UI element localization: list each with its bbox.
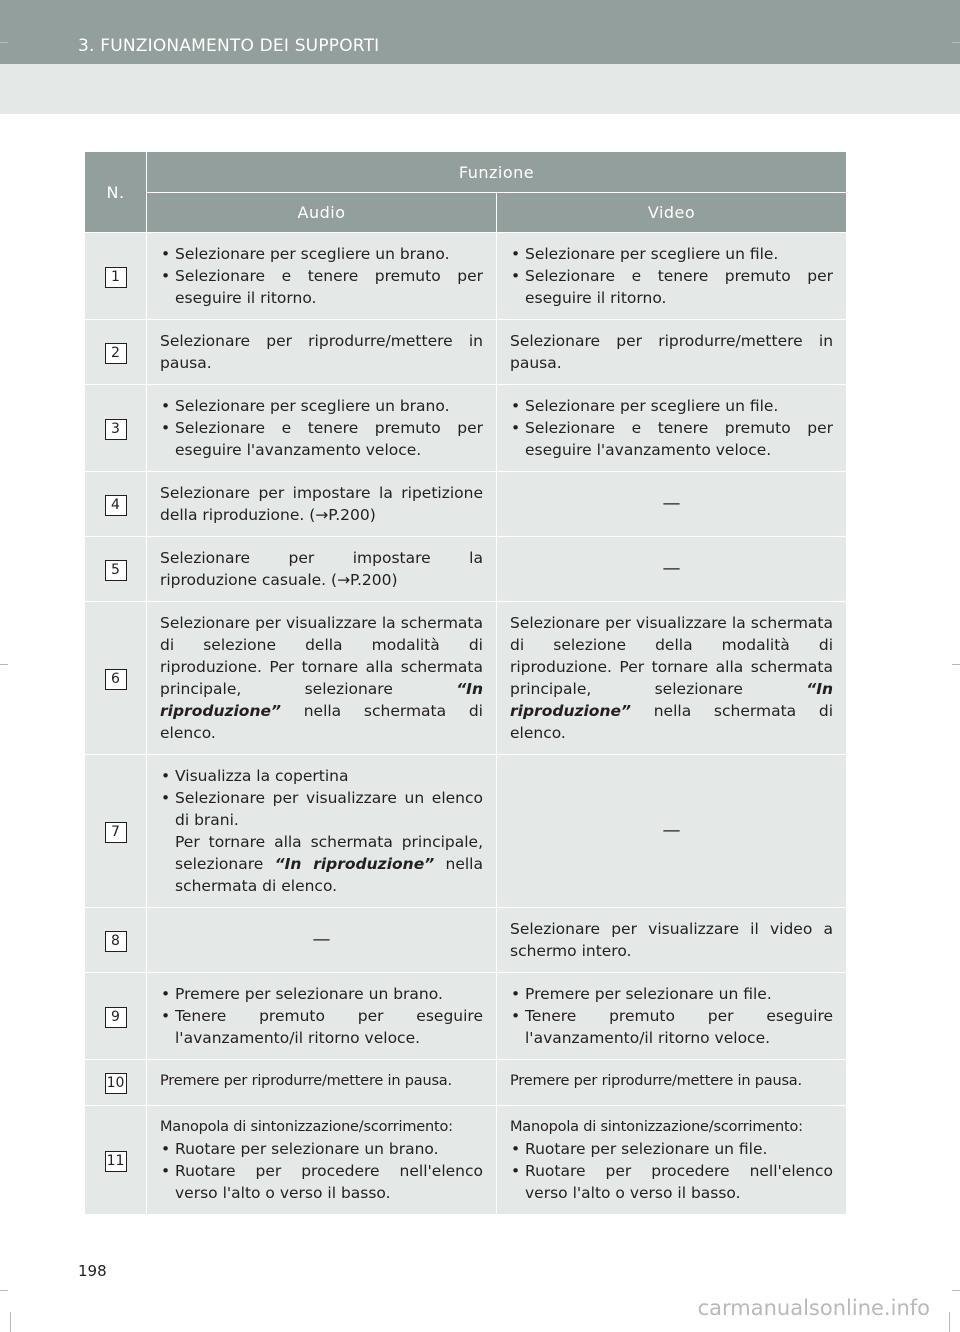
video-cell: Selezionare per visualizzare la schermata di selezione della modalità di riproduzione. Per tornare alla schermata principale, selezionare “In riproduzione” nella schermata di elenco. [497, 602, 847, 755]
number-badge: 5 [105, 560, 127, 581]
section-title: 3. FUNZIONAMENTO DEI SUPPORTI [78, 36, 380, 56]
header-band [0, 64, 960, 114]
video-cell [497, 973, 847, 1060]
audio-cell: Selezionare per impostare la ripetizione della riproduzione. (→P.200) [147, 472, 497, 537]
crop-mark [10, 1312, 11, 1332]
video-cell [497, 233, 847, 320]
watermark[interactable]: carmanualsonline.info [697, 1296, 930, 1320]
number-badge: 2 [105, 343, 127, 364]
header-video: Video [497, 193, 847, 233]
bullet-item: • Ruotare per procedere nell'elenco verso l'alto o verso il basso. [510, 1160, 833, 1204]
row-number [85, 1106, 147, 1215]
bullet-item: • Selezionare per scegliere un brano. [160, 243, 483, 265]
crop-mark [952, 1290, 960, 1291]
crop-mark [0, 1290, 8, 1291]
crop-mark [952, 664, 960, 665]
audio-cell [147, 973, 497, 1060]
bullet-item: • Selezionare per visualizzare un elenco di brani. Per tornare alla schermata principale, selezionare “In riproduzione” nella schermata di elenco. [160, 787, 483, 897]
number-badge: 8 [105, 931, 127, 952]
bullet-item: • Selezionare e tenere premuto per eseguire il ritorno. [160, 265, 483, 309]
video-cell [497, 385, 847, 472]
header-function: Funzione [147, 152, 847, 193]
row-number [85, 537, 147, 602]
row-number [85, 755, 147, 908]
row-number [85, 233, 147, 320]
bullet-item: • Ruotare per procedere nell'elenco verso l'alto o verso il basso. [160, 1160, 483, 1204]
audio-cell [147, 233, 497, 320]
bullet-item: • Selezionare e tenere premuto per eseguire il ritorno. [510, 265, 833, 309]
audio-cell [147, 755, 497, 908]
table-row [85, 1106, 847, 1215]
table-row [85, 233, 847, 320]
audio-cell: Selezionare per impostare la riproduzione casuale. (→P.200) [147, 537, 497, 602]
crop-mark [949, 1312, 950, 1332]
number-badge: 11 [105, 1151, 127, 1172]
number-badge: 9 [105, 1007, 127, 1028]
number-badge: 4 [105, 495, 127, 516]
video-cell: Premere per riprodurre/mettere in pausa. [497, 1060, 847, 1106]
page-number: 198 [78, 1262, 107, 1280]
bullet-item: • Selezionare per scegliere un file. [510, 395, 833, 417]
table-row [85, 973, 847, 1060]
number-badge: 1 [105, 267, 127, 288]
bullet-item: • Selezionare per scegliere un file. [510, 243, 833, 265]
table-row [85, 602, 847, 755]
table-row [85, 385, 847, 472]
row-number [85, 472, 147, 537]
row-number [85, 1060, 147, 1106]
bullet-item: • Ruotare per selezionare un file. [510, 1138, 833, 1160]
table-row [85, 320, 847, 385]
bullet-item: • Premere per selezionare un brano. [160, 983, 483, 1005]
video-cell: — [497, 472, 847, 537]
number-badge: 6 [105, 669, 127, 690]
number-badge: 10 [105, 1073, 127, 1094]
video-cell: — [497, 755, 847, 908]
bullet-item: • Selezionare per scegliere un brano. [160, 395, 483, 417]
audio-cell: — [147, 908, 497, 973]
row-number [85, 908, 147, 973]
bullet-item: • Visualizza la copertina [160, 765, 483, 787]
table-row [85, 472, 847, 537]
row-number [85, 602, 147, 755]
crop-mark [0, 42, 8, 43]
cell-intro: Manopola di sintonizzazione/scorrimento: [160, 1119, 453, 1135]
number-badge: 7 [105, 822, 127, 843]
video-cell: — [497, 537, 847, 602]
table-row [85, 755, 847, 908]
audio-cell: Selezionare per visualizzare la schermata di selezione della modalità di riproduzione. Per tornare alla schermata principale, selezionare “In riproduzione” nella schermata di elenco. [147, 602, 497, 755]
audio-cell: Selezionare per riprodurre/mettere in pausa. [147, 320, 497, 385]
video-cell: Selezionare per riprodurre/mettere in pausa. [497, 320, 847, 385]
header-number: N. [85, 152, 147, 233]
audio-cell [147, 1106, 497, 1215]
table-row [85, 1060, 847, 1106]
audio-cell: Premere per riprodurre/mettere in pausa. [147, 1060, 497, 1106]
table-row [85, 537, 847, 602]
bullet-item: • Tenere premuto per eseguire l'avanzamento/il ritorno veloce. [160, 1005, 483, 1049]
video-cell: Selezionare per visualizzare il video a schermo intero. [497, 908, 847, 973]
cell-intro: Manopola di sintonizzazione/scorrimento: [510, 1119, 803, 1135]
crop-mark [0, 664, 8, 665]
bullet-item: • Premere per selezionare un file. [510, 983, 833, 1005]
header-audio: Audio [147, 193, 497, 233]
row-number [85, 320, 147, 385]
function-table [84, 151, 847, 1215]
video-cell [497, 1106, 847, 1215]
bullet-item: • Tenere premuto per eseguire l'avanzamento/il ritorno veloce. [510, 1005, 833, 1049]
bullet-item: • Ruotare per selezionare un brano. [160, 1138, 483, 1160]
bullet-item: • Selezionare e tenere premuto per eseguire l'avanzamento veloce. [510, 417, 833, 461]
row-number [85, 973, 147, 1060]
crop-mark [952, 42, 960, 43]
bullet-item: • Selezionare e tenere premuto per eseguire l'avanzamento veloce. [160, 417, 483, 461]
row-number [85, 385, 147, 472]
table-row [85, 908, 847, 973]
audio-cell [147, 385, 497, 472]
number-badge: 3 [105, 419, 127, 440]
